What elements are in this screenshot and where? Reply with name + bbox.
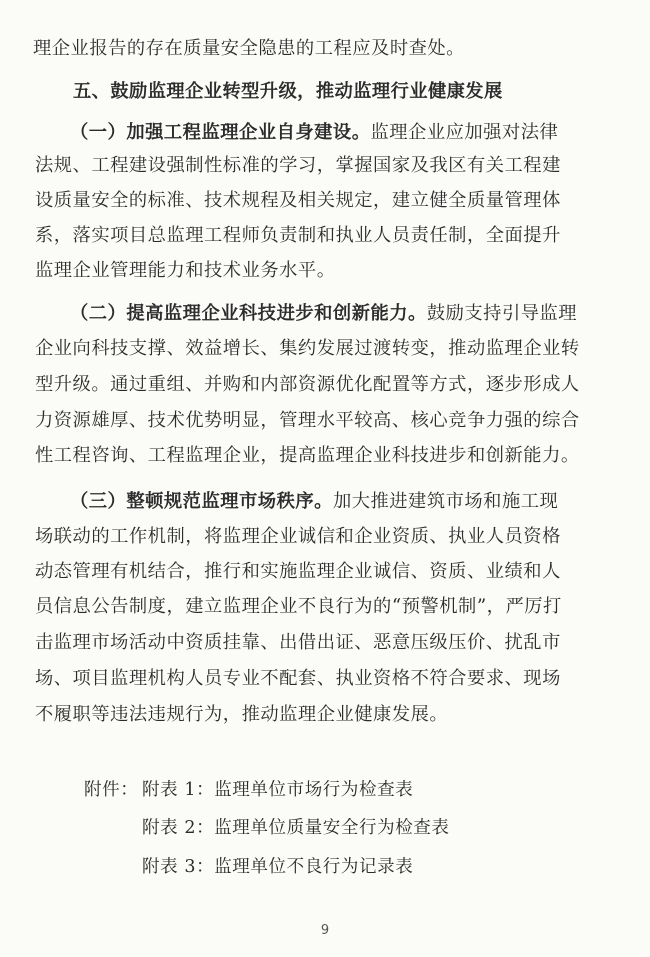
section-heading: 五、鼓励监理企业转型升级，推动监理行业健康发展 [73,81,503,102]
text-line: 系，落实项目总监理工程师负责制和执业人员责任制，全面提升 [35,225,561,246]
paragraph-first-line [70,303,577,325]
subsection-title: （一）加强工程监理企业自身建设。 [70,122,371,143]
text-line: 动态管理有机结合，推行和实施监理企业诚信、资质、业绩和人 [35,561,561,582]
page-number: 9 [320,923,330,938]
text-line: 场联动的工作机制，将监理企业诚信和企业资质、执业人员资格 [35,526,561,547]
text-line: 击监理市场活动中资质挂靠、出借出证、恶意压级压价、扰乱市 [35,632,561,653]
text-line: 不履职等违法违规行为，推动监理企业健康发展。 [35,704,449,725]
text-line: 型升级。通过重组、并购和内部资源优化配置等方式，逐步形成人 [35,374,580,395]
attachment-item: 附表 1：监理单位市场行为检查表 [142,780,414,800]
text-line: 监理企业管理能力和技术业务水平。 [35,260,336,281]
text-run: 鼓励支持引导监理 [426,303,578,324]
text-run: 监理企业应加强对法律 [370,122,559,143]
subsection-title: （三）整顿规范监理市场秩序。 [70,491,333,512]
text-line: 力资源雄厚、技术优势明显，管理水平较高、核心竞争力强的综合 [35,410,580,431]
text-run: 加大推进建筑市场和施工现 [332,491,559,512]
paragraph-first-line [70,122,558,144]
text-line: 员信息公告制度，建立监理企业不良行为的“预警机制”，严厉打 [35,596,562,617]
subsection-title: （二）提高监理企业科技进步和创新能力。 [70,303,427,324]
attachment-item: 附表 2：监理单位质量安全行为检查表 [142,818,450,838]
paragraph-first-line [70,491,558,513]
text-line: 理企业报告的存在质量安全隐患的工程应及时查处。 [33,38,465,59]
text-line: 法规、工程建设强制性标准的学习，掌握国家及我区有关工程建 [35,155,561,176]
attachment-item: 附表 3：监理单位不良行为记录表 [142,857,414,877]
text-line: 性工程咨询、工程监理企业，提高监理企业科技进步和创新能力。 [35,445,580,466]
text-line: 设质量安全的标准、技术规程及相关规定，建立健全质量管理体 [35,190,561,211]
text-line: 企业向科技支撑、效益增长、集约发展过渡转变，推动监理企业转 [35,338,580,359]
text-line: 场、项目监理机构人员专业不配套、执业资格不符合要求、现场 [35,668,561,689]
attachment-label: 附件： [84,780,139,800]
